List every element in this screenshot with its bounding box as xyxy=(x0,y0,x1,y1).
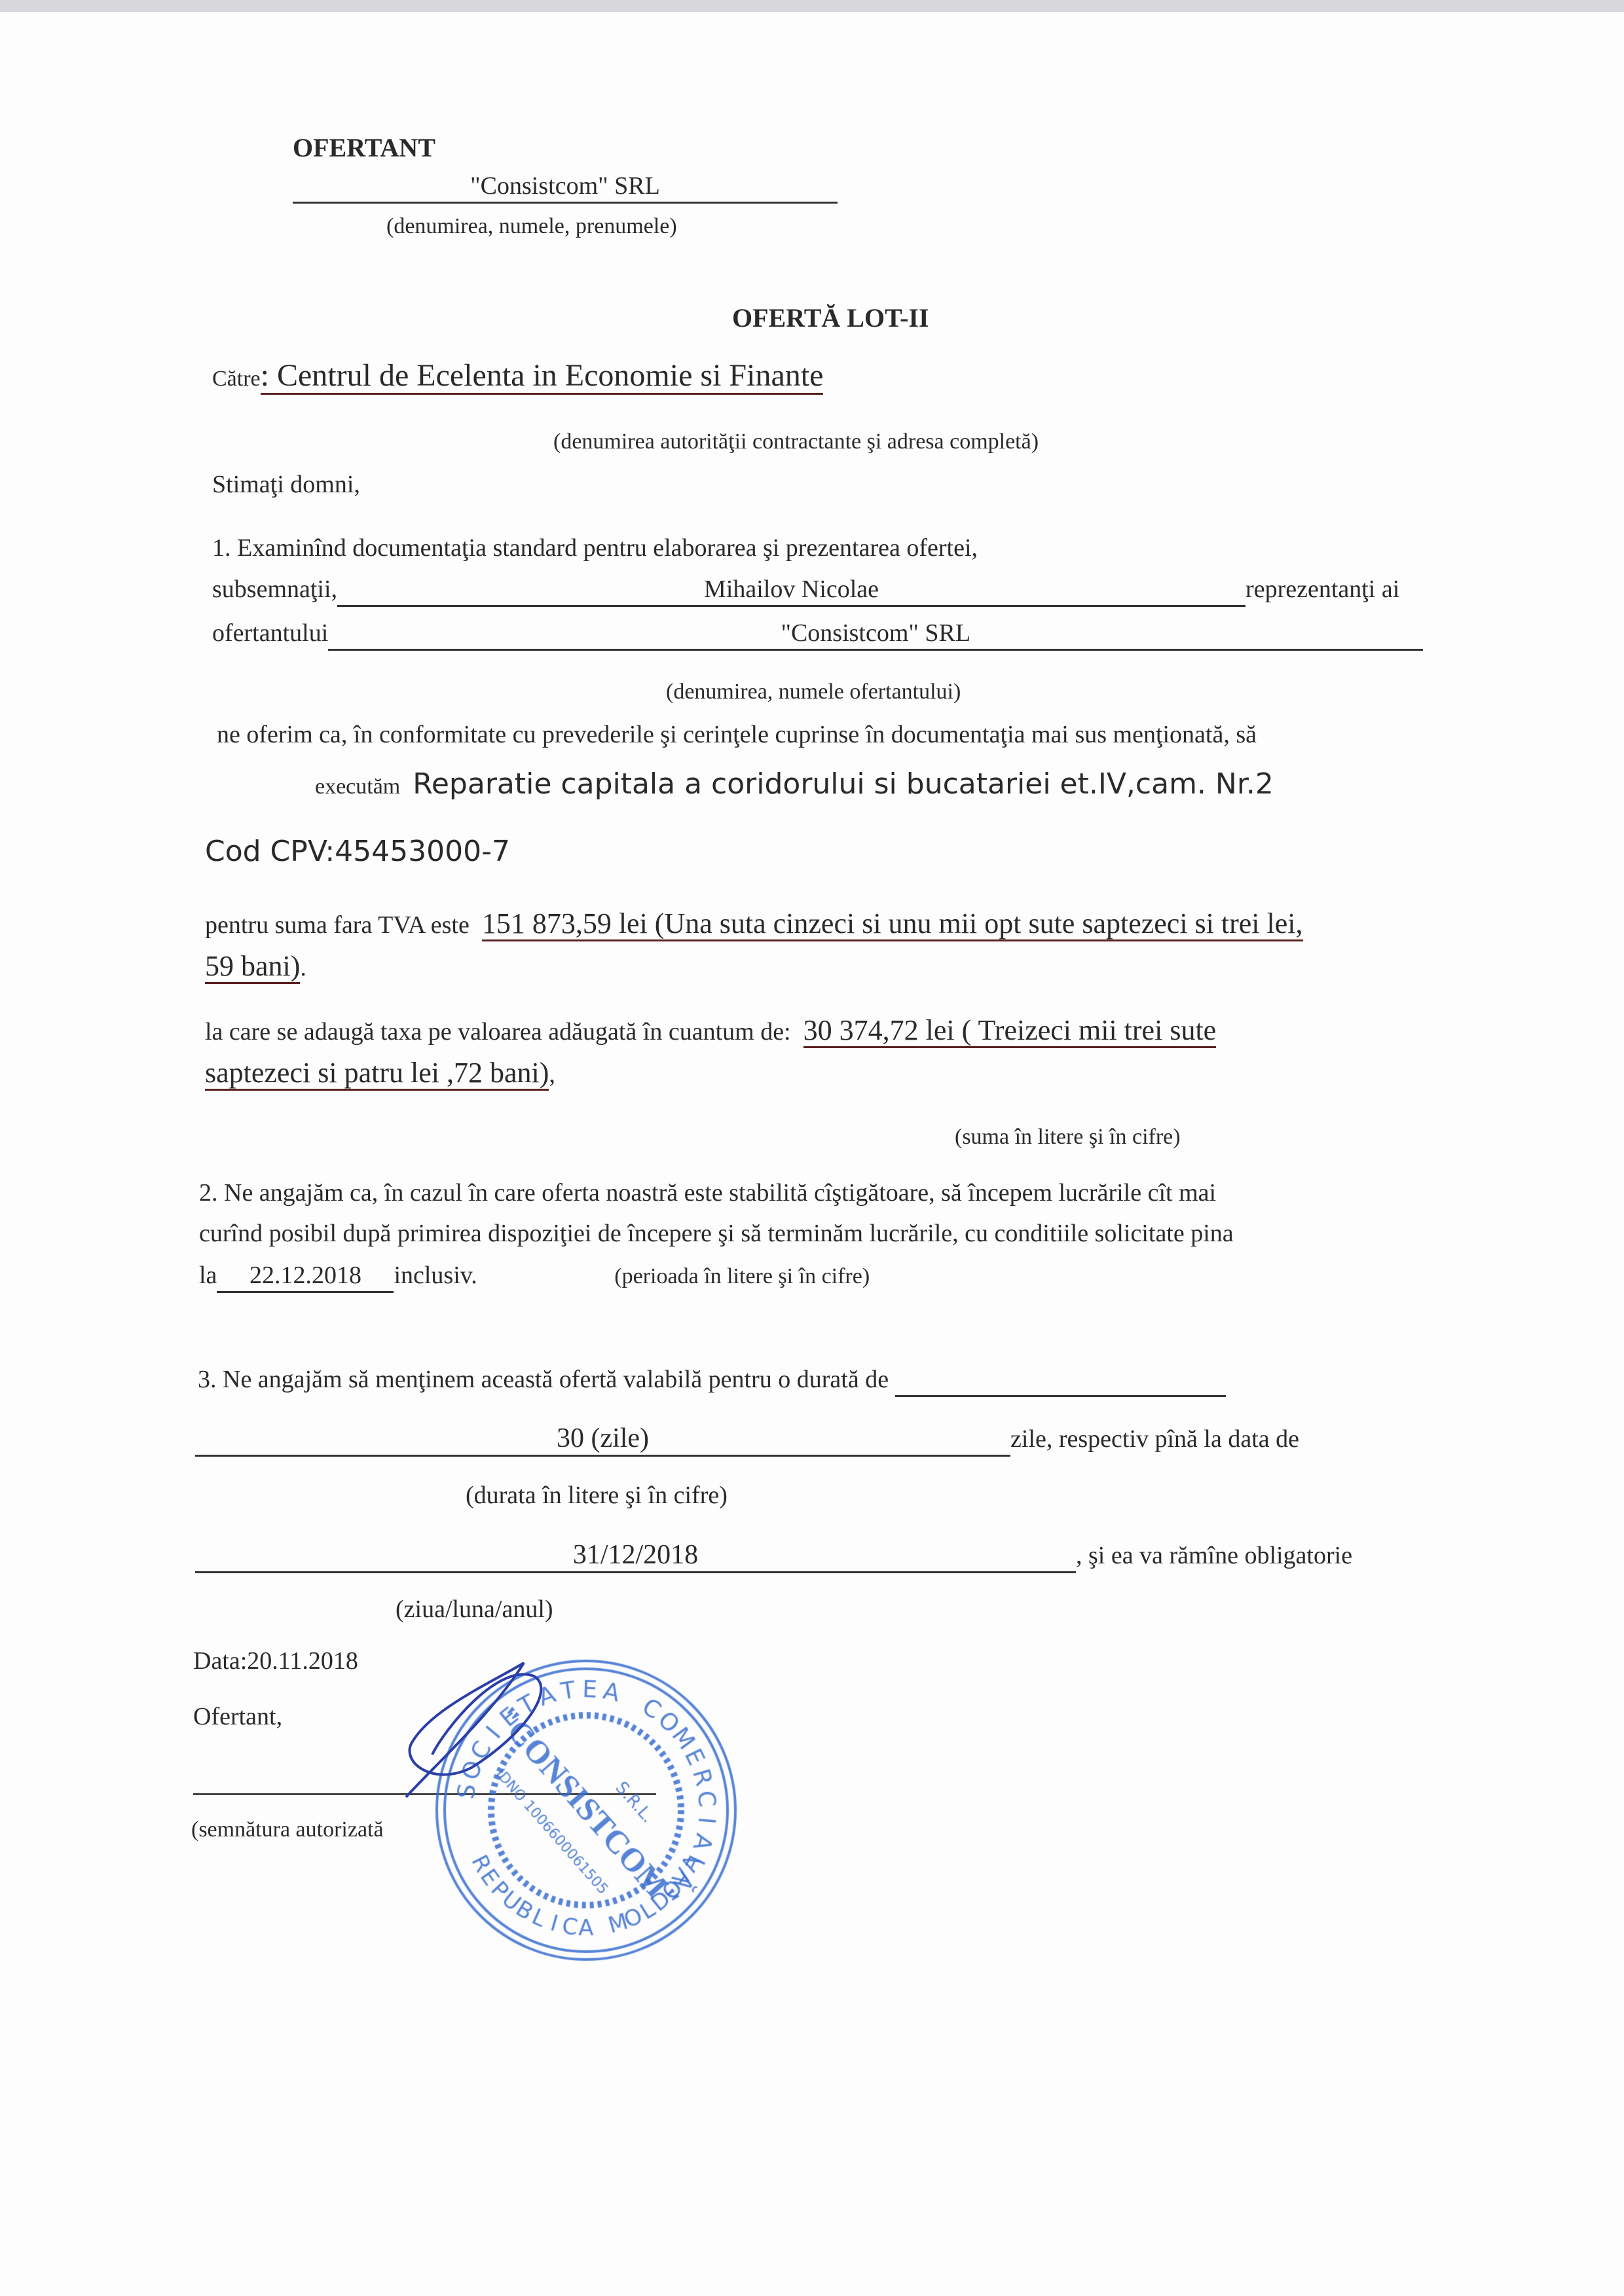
bidder-hint: (denumirea, numele ofertantului) xyxy=(666,680,961,704)
sum-row-2 xyxy=(205,949,306,984)
sum-value-cont: 59 bani) xyxy=(205,950,300,984)
bidder-name: "Consistcom" SRL xyxy=(293,172,838,204)
p1-line4: ne oferim ca, în conformitate cu prevederile şi cerinţele cuprinse în documentaţia mai sus menţionată, să xyxy=(217,721,1257,748)
p1-line1: 1. Examinînd documentaţia standard pentru elaborarea şi prezentarea ofertei, xyxy=(212,534,978,562)
vat-end: , xyxy=(549,1061,555,1088)
until-date: 31/12/2018 xyxy=(195,1539,1076,1573)
bidder-name-hint: (denumirea, numele, prenumele) xyxy=(386,214,677,238)
vat-row xyxy=(205,1013,1216,1048)
bidder-value: "Consistcom" SRL xyxy=(328,619,1423,651)
work-description: Reparatie capitala a coridorului si bucatariei et.IV,cam. Nr.2 xyxy=(413,767,1274,801)
recipient-label: Către xyxy=(212,367,261,391)
duration-row xyxy=(195,1422,1299,1457)
sum-label: pentru suma fara TVA este xyxy=(205,911,470,939)
vat-row-2 xyxy=(205,1056,555,1091)
recipient-row xyxy=(212,357,823,395)
p2-line2: curînd posibil după primirea dispoziţiei de începere şi să terminăm lucrările, cu conditiile solicitate pina xyxy=(199,1220,1234,1247)
validity-label: 3. Ne angajăm să menţinem această ofertă valabilă pentru o durată de xyxy=(198,1366,889,1393)
signers-label: subsemnaţii, xyxy=(212,575,338,603)
company-stamp xyxy=(393,1637,760,1977)
until-hint: (ziua/luna/anul) xyxy=(396,1595,553,1623)
document-title: OFERTĂ LOT-II xyxy=(732,303,929,333)
greeting: Stimaţi domni, xyxy=(212,471,360,498)
duration-hint: (durata în litere şi în cifre) xyxy=(466,1482,728,1509)
work-row xyxy=(315,767,1274,802)
bidder-row xyxy=(212,619,1423,651)
execute-label: executăm xyxy=(315,774,401,799)
cpv-code: Cod CPV:45453000-7 xyxy=(205,835,510,868)
duration-suffix: zile, respectiv pînă la data de xyxy=(1010,1425,1300,1453)
bidder-name-field xyxy=(293,172,838,204)
deadline-hint: (perioada în litere şi în cifre) xyxy=(614,1264,870,1288)
signers-value: Mihailov Nicolae xyxy=(337,575,1246,607)
deadline-suffix: inclusiv. xyxy=(394,1262,477,1289)
signer-label: Ofertant, xyxy=(193,1703,283,1730)
bidder-heading: OFERTANT xyxy=(293,133,435,162)
deadline-prefix: la xyxy=(199,1262,217,1289)
p3-line1 xyxy=(198,1365,1226,1397)
signers-row xyxy=(212,575,1399,607)
bidder-label: ofertantului xyxy=(212,619,329,647)
offer-date: Data:20.11.2018 xyxy=(193,1647,358,1675)
sum-hint: (suma în litere şi în cifre) xyxy=(955,1125,1181,1149)
deadline-date: 22.12.2018 xyxy=(217,1261,394,1293)
until-suffix: , şi ea va rămîne obligatorie xyxy=(1076,1542,1353,1569)
p2-line1: 2. Ne angajăm ca, în cazul în care oferta noastră este stabilită cîştigătoare, să începem lucrările cît mai xyxy=(199,1179,1217,1207)
vat-value-cont: saptezeci si patru lei ,72 bani) xyxy=(205,1057,549,1091)
recipient-value: : Centrul de Ecelenta in Economie si Finante xyxy=(261,358,824,395)
sum-end: . xyxy=(300,954,306,981)
until-row xyxy=(195,1539,1352,1573)
sum-row xyxy=(205,907,1303,941)
vat-label: la care se adaugă taxa pe valoarea adăugată în cuantum de: xyxy=(205,1018,791,1046)
signature-hint: (semnătura autorizată xyxy=(191,1817,384,1842)
recipient-hint: (denumirea autorităţii contractante şi adresa completă) xyxy=(553,429,1039,454)
scan-top-edge xyxy=(0,0,1624,12)
duration-value: 30 (zile) xyxy=(195,1422,1010,1457)
p2-line3 xyxy=(199,1261,870,1293)
vat-value: 30 374,72 lei ( Treizeci mii trei sute xyxy=(803,1014,1217,1048)
sum-value: 151 873,59 lei (Una suta cinzeci si unu mii opt sute saptezeci si trei lei, xyxy=(482,907,1303,941)
signers-suffix: reprezentanţi ai xyxy=(1246,575,1400,603)
